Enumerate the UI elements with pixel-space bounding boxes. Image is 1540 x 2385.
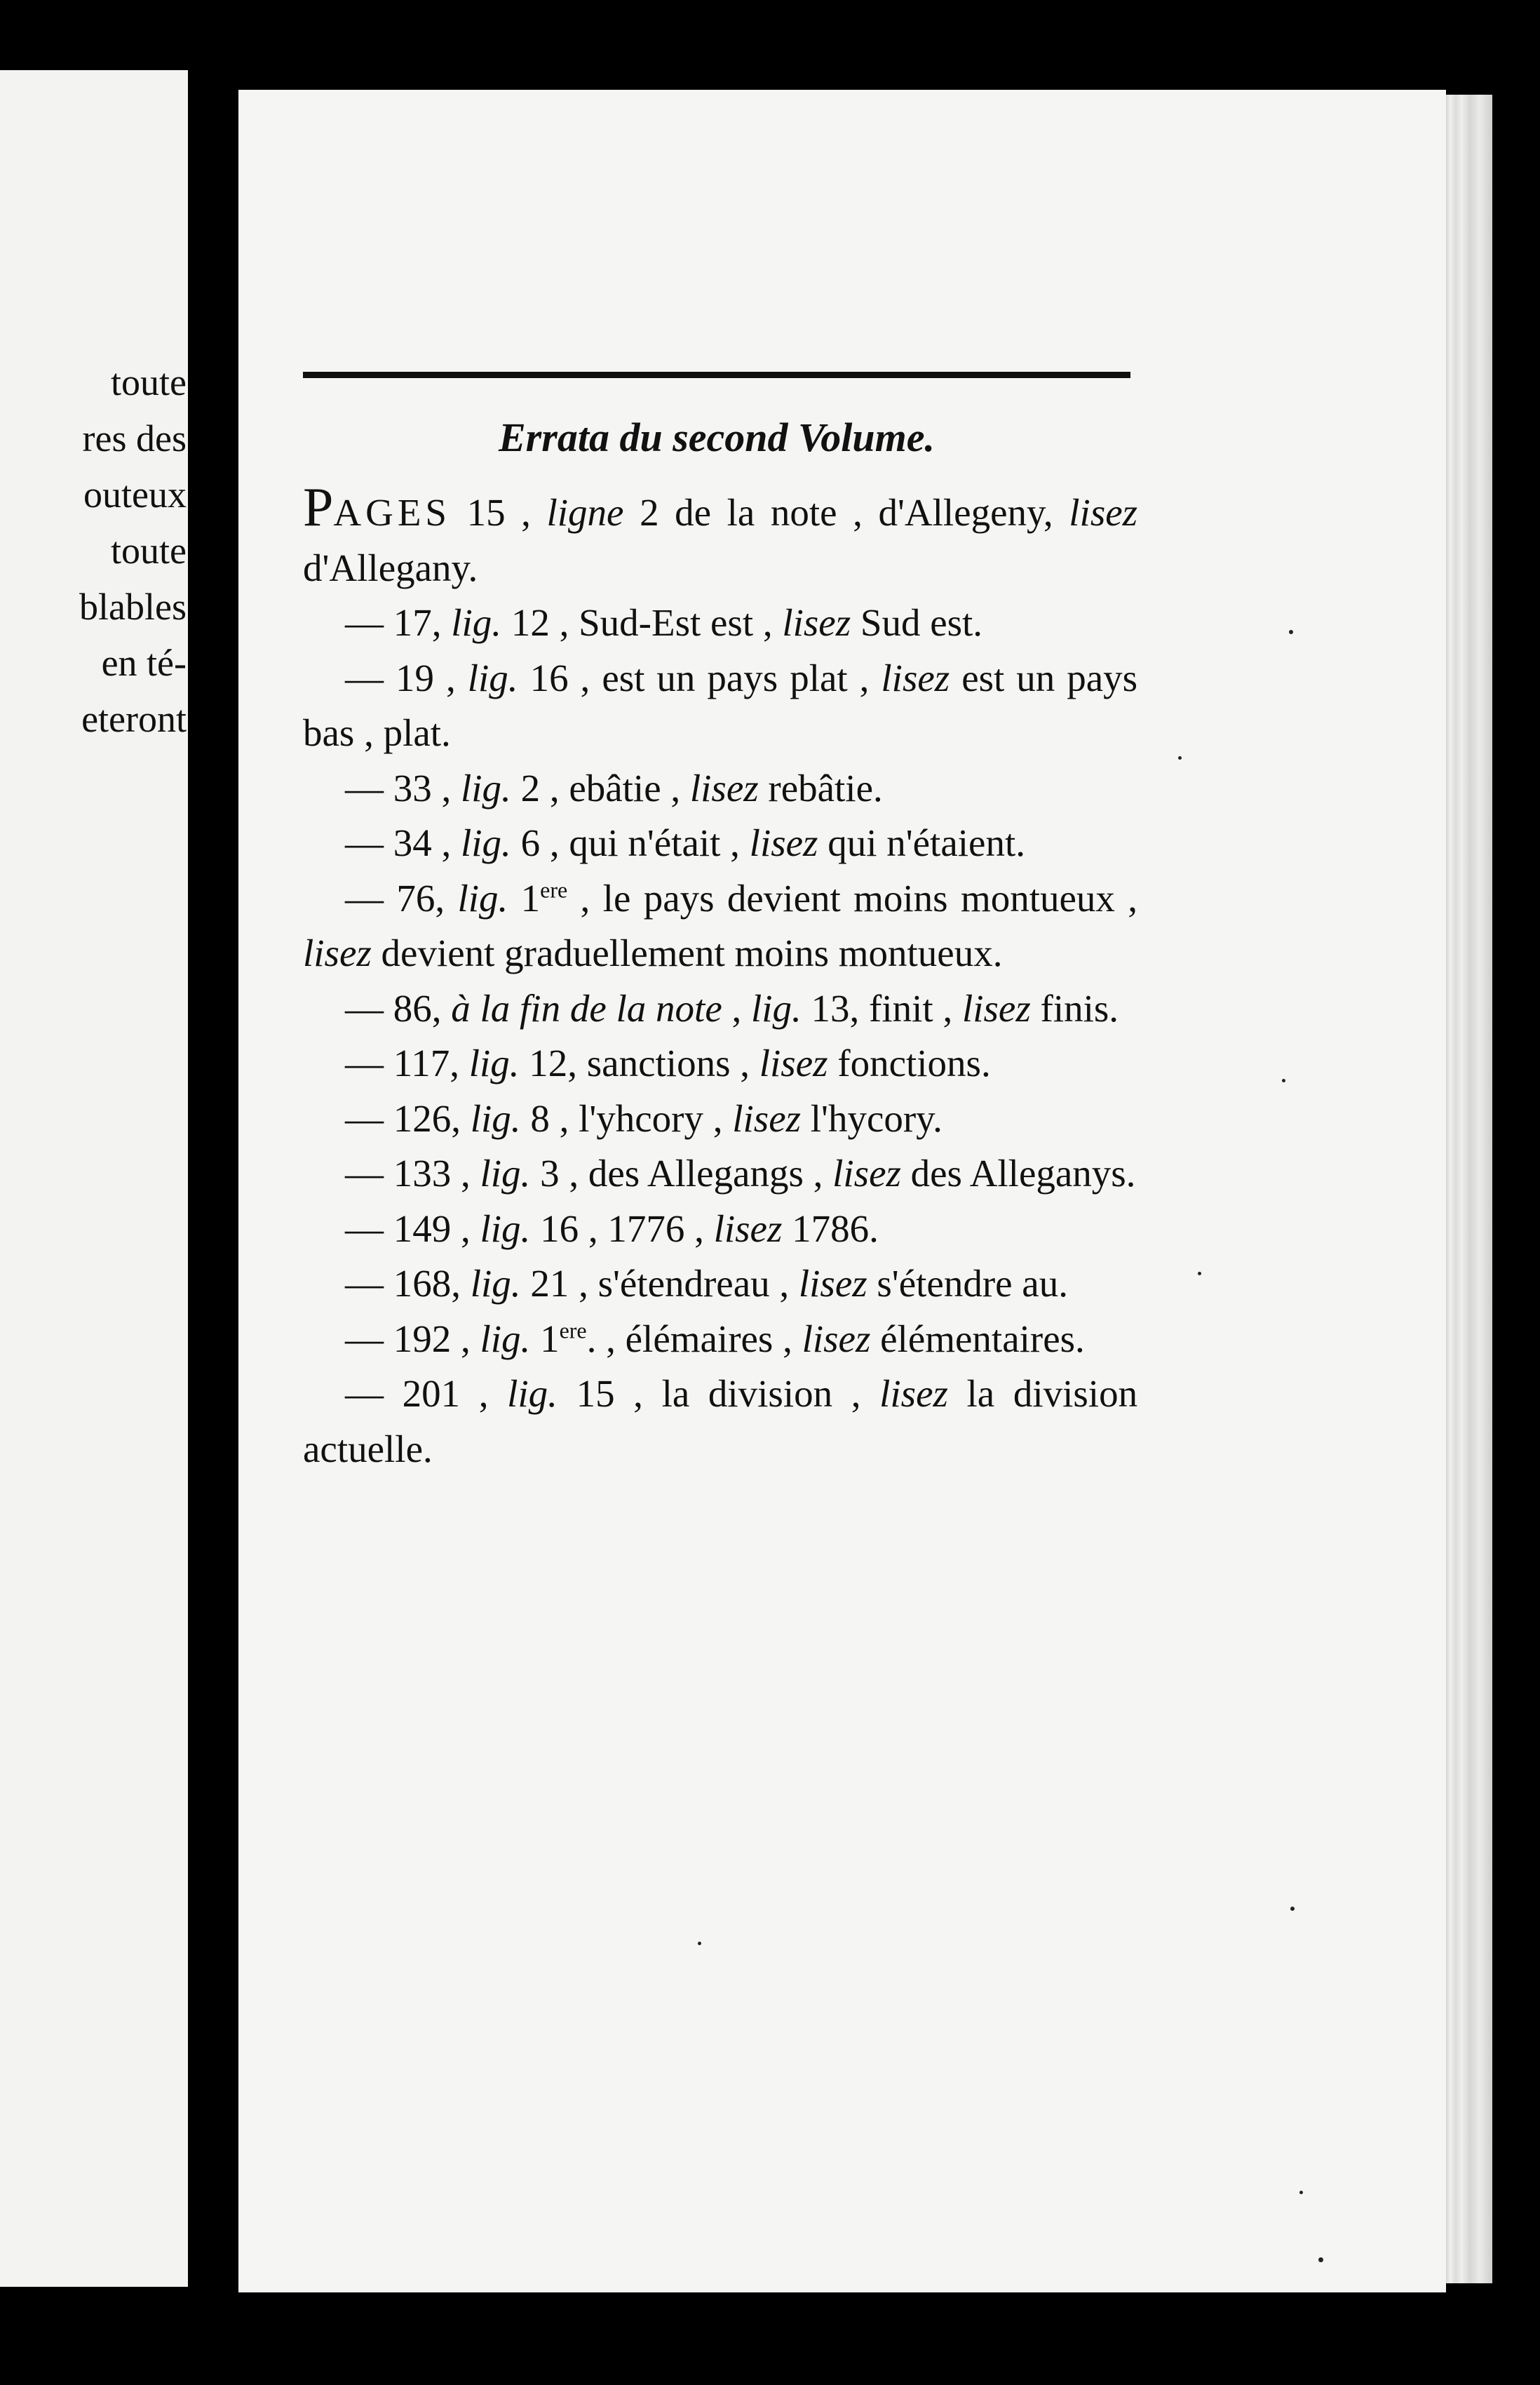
drop-cap: P bbox=[303, 476, 334, 537]
entry-page: 15 bbox=[466, 491, 506, 534]
entry-lisez: lisez bbox=[881, 656, 950, 699]
entry-lig: lig. bbox=[507, 1372, 558, 1415]
entry-error: élémaires , bbox=[625, 1317, 792, 1360]
entry-error: finit , bbox=[869, 986, 953, 1030]
entry-correction: est un pays bas , plat. bbox=[303, 656, 1138, 754]
errata-entry bbox=[303, 1256, 1137, 1312]
entry-line-after: . , bbox=[586, 1317, 616, 1360]
entry-lig: lig. bbox=[480, 1207, 531, 1250]
entry-line: 1 bbox=[520, 876, 541, 920]
errata-entry bbox=[303, 1312, 1137, 1367]
entry-page: 86, bbox=[393, 986, 442, 1030]
entry-page: 76, bbox=[396, 876, 445, 920]
entry-error: est un pays plat , bbox=[602, 656, 870, 699]
entry-dash: — bbox=[345, 1207, 384, 1250]
entry-error: s'étendreau , bbox=[597, 1262, 790, 1305]
entry-lisez: lisez bbox=[961, 986, 1031, 1030]
entry-lisez: lisez bbox=[749, 821, 818, 864]
fragment-line: blables bbox=[79, 586, 187, 628]
entry-note-sep: , bbox=[722, 986, 742, 1030]
entry-error: Sud-Est est , bbox=[579, 601, 773, 644]
errata-entry bbox=[303, 1202, 1137, 1257]
entry-dash: — bbox=[345, 876, 384, 920]
entry-lisez: lisez bbox=[1069, 491, 1138, 534]
entry-dash: — bbox=[345, 986, 384, 1030]
entry-dash: — bbox=[345, 1096, 384, 1140]
entry-correction: rebâtie. bbox=[768, 766, 883, 809]
errata-entry bbox=[303, 651, 1137, 761]
entry-line-after: , bbox=[567, 876, 590, 920]
entry-lead: AGES bbox=[333, 491, 452, 534]
entry-lisez: lisez bbox=[303, 932, 372, 974]
fragment-line: toute bbox=[111, 530, 187, 572]
entry-page: 34 , bbox=[393, 821, 452, 864]
entry-error: l'yhcory , bbox=[579, 1096, 723, 1140]
entry-error: sanctions , bbox=[586, 1042, 750, 1084]
errata-list bbox=[303, 476, 1138, 1477]
entry-lisez: lisez bbox=[732, 1096, 802, 1140]
page-edge bbox=[1446, 95, 1492, 2283]
entry-lig: lig. bbox=[480, 1152, 531, 1195]
scan-speck bbox=[1299, 2191, 1303, 2194]
entry-lig: lig. bbox=[468, 1042, 520, 1084]
entry-line: 3 , bbox=[540, 1152, 579, 1195]
entry-error: le pays devient moins montueux , bbox=[602, 876, 1138, 920]
entry-dash: — bbox=[345, 821, 384, 864]
fragment-line: en té- bbox=[101, 642, 187, 684]
errata-entry bbox=[303, 871, 1137, 981]
scan-speck bbox=[1198, 1272, 1201, 1275]
entry-lisez: lisez bbox=[802, 1317, 871, 1360]
entry-line: 6 , bbox=[520, 821, 560, 864]
entry-dash: — bbox=[345, 1372, 384, 1415]
entry-correction: s'étendre au. bbox=[877, 1262, 1068, 1305]
entry-line: 12 , bbox=[511, 601, 569, 644]
entry-page: 133 , bbox=[393, 1152, 471, 1195]
previous-page-fragment bbox=[0, 70, 188, 2287]
entry-page: 126, bbox=[393, 1096, 461, 1140]
scan-speck bbox=[1290, 1907, 1295, 1911]
entry-lisez: lisez bbox=[689, 766, 759, 809]
entry-correction: devient graduellement moins montueux. bbox=[381, 932, 1003, 974]
entry-lisez: lisez bbox=[832, 1152, 901, 1195]
entry-line: 13, bbox=[811, 986, 860, 1030]
entry-correction: qui n'étaient. bbox=[828, 821, 1025, 864]
entry-line-sup: ere bbox=[559, 1317, 587, 1343]
entry-error: 1776 , bbox=[607, 1207, 704, 1250]
entry-correction: d'Allegany. bbox=[303, 546, 478, 589]
entry-error: ebâtie , bbox=[569, 766, 681, 809]
errata-entry bbox=[303, 816, 1137, 871]
entry-line: 21 , bbox=[530, 1262, 588, 1305]
entry-lisez: lisez bbox=[782, 601, 851, 644]
entry-lisez: lisez bbox=[879, 1372, 948, 1415]
entry-lisez: lisez bbox=[713, 1207, 783, 1250]
scan-speck bbox=[1289, 630, 1293, 634]
fragment-line: eteront bbox=[81, 698, 187, 740]
scan-speck bbox=[1282, 1079, 1285, 1082]
entry-page: 117, bbox=[393, 1042, 459, 1084]
entry-error: qui n'était , bbox=[569, 821, 740, 864]
errata-entry bbox=[303, 1146, 1137, 1202]
entry-page: 168, bbox=[393, 1262, 461, 1305]
entry-line: 16 , bbox=[529, 656, 590, 699]
scan-speck bbox=[1318, 2257, 1323, 2262]
entry-page: 17, bbox=[393, 601, 442, 644]
entry-dash: — bbox=[345, 1317, 384, 1360]
entry-error: d'Allegeny, bbox=[878, 491, 1053, 534]
entry-lig: lig. bbox=[467, 656, 518, 699]
entry-ref-label: ligne bbox=[546, 491, 624, 534]
entry-dash: — bbox=[345, 1152, 384, 1195]
fragment-line: res des bbox=[82, 417, 187, 459]
entry-page: 19 , bbox=[396, 656, 456, 699]
page-title: Errata du second Volume. bbox=[499, 415, 935, 460]
entry-page: 149 , bbox=[393, 1207, 471, 1250]
entry-line: 16 , bbox=[540, 1207, 598, 1250]
entry-lig: lig. bbox=[480, 1317, 531, 1360]
entry-page: 33 , bbox=[393, 766, 452, 809]
entry-lig: lig. bbox=[451, 601, 502, 644]
entry-line: 12, bbox=[529, 1042, 578, 1084]
entry-lig: lig. bbox=[457, 876, 508, 920]
entry-error: la division , bbox=[661, 1372, 861, 1415]
errata-page bbox=[238, 90, 1446, 2292]
scan-speck bbox=[698, 1942, 701, 1945]
entry-line: 2 , bbox=[520, 766, 560, 809]
entry-lisez: lisez bbox=[759, 1042, 828, 1084]
entry-line-sup: ere bbox=[540, 877, 568, 903]
entry-dash: — bbox=[345, 1262, 384, 1305]
errata-entry bbox=[303, 761, 1137, 817]
errata-entry bbox=[303, 1091, 1137, 1147]
entry-dash: — bbox=[345, 1042, 384, 1084]
header-rule bbox=[303, 372, 1130, 378]
entry-dash: — bbox=[345, 601, 384, 644]
entry-page: 201 , bbox=[402, 1372, 489, 1415]
entry-lig: lig. bbox=[470, 1262, 521, 1305]
entry-correction: des Alleganys. bbox=[910, 1152, 1136, 1195]
entry-lig: lig. bbox=[461, 766, 511, 809]
entry-correction: l'hycory. bbox=[810, 1096, 943, 1140]
entry-lig: lig. bbox=[470, 1096, 521, 1140]
entry-correction: 1786. bbox=[792, 1207, 879, 1250]
entry-correction: fonctions. bbox=[837, 1042, 991, 1084]
entry-line: 8 , bbox=[530, 1096, 569, 1140]
entry-dash: — bbox=[345, 656, 384, 699]
entry-ref-tail: 2 de la note , bbox=[640, 491, 863, 534]
entry-lisez: lisez bbox=[798, 1262, 867, 1305]
errata-entry bbox=[303, 1366, 1137, 1477]
entry-lig: lig. bbox=[750, 986, 802, 1030]
errata-entry bbox=[303, 1036, 1137, 1091]
entry-lig: lig. bbox=[461, 821, 511, 864]
entry-correction: élémentaires. bbox=[880, 1317, 1085, 1360]
entry-error: des Allegangs , bbox=[588, 1152, 823, 1195]
entry-correction: Sud est. bbox=[860, 601, 983, 644]
fragment-line: toute bbox=[111, 361, 187, 403]
errata-entry: PAGES 15 , ligne 2 de la note , d'Allegeny, lisez d'Allegany. bbox=[303, 476, 1138, 589]
fragment-line: outeux bbox=[83, 473, 187, 516]
entry-line: 15 , bbox=[576, 1372, 643, 1415]
scan-speck bbox=[1178, 756, 1182, 760]
entry-page: 192 , bbox=[393, 1317, 471, 1360]
entry-correction: la division actuelle. bbox=[303, 1372, 1138, 1470]
errata-entry bbox=[303, 981, 1137, 1037]
entry-dash: — bbox=[345, 766, 384, 809]
errata-entry bbox=[303, 596, 1137, 651]
entry-correction: finis. bbox=[1040, 986, 1119, 1030]
entry-line: 1 bbox=[540, 1317, 560, 1360]
entry-note: à la fin de la note bbox=[451, 986, 722, 1030]
